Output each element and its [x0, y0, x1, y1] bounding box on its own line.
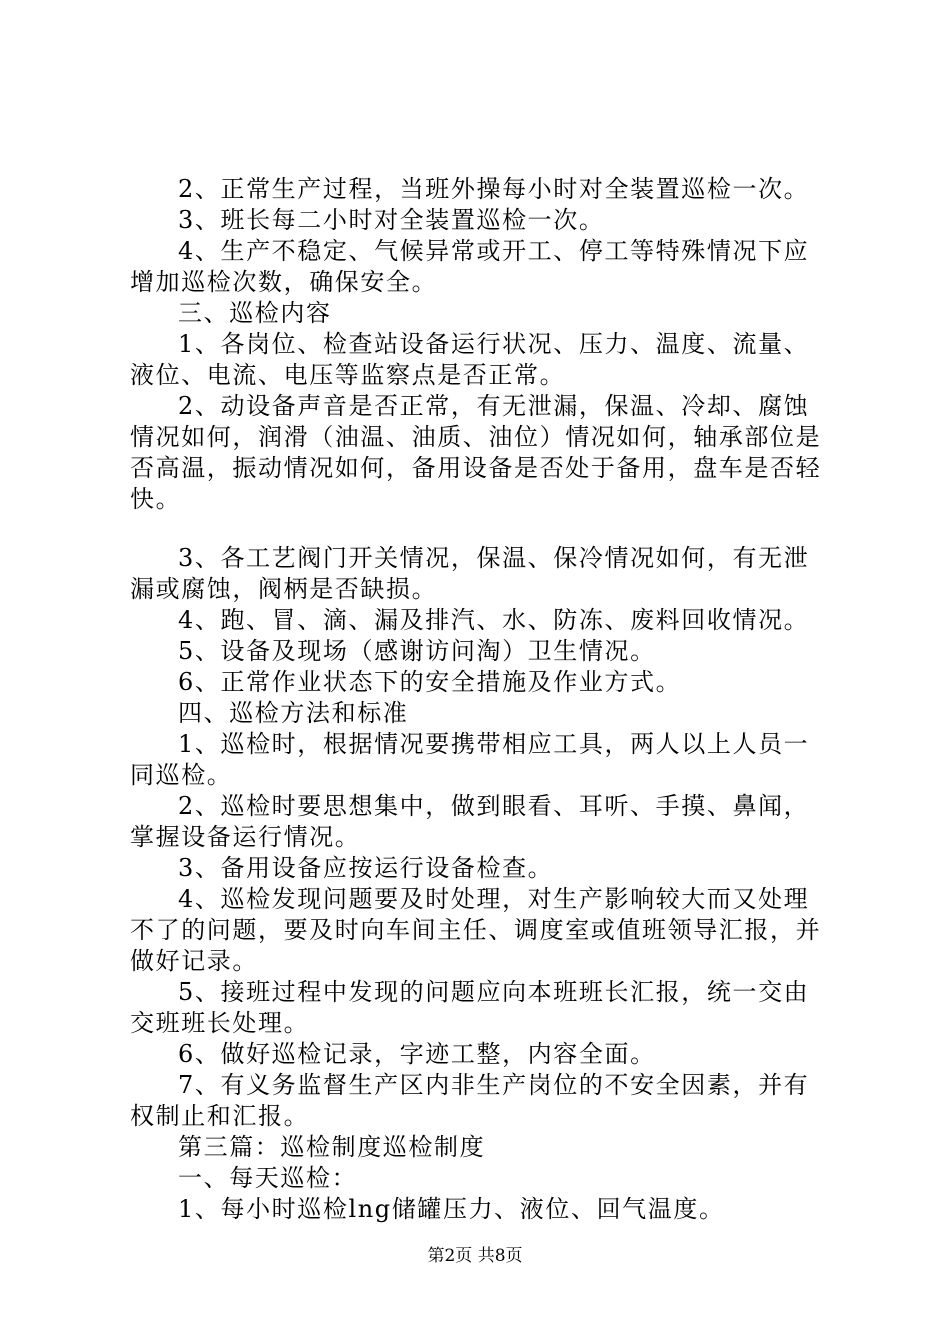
paragraph-2: 3、班长每二小时对全装置巡检一次。	[178, 206, 605, 234]
page-number-footer: 第2页 共8页	[427, 1246, 523, 1266]
paragraph-16: 5、接班过程中发现的问题应向本班班长汇报，统一交由交班班长处理。	[130, 978, 810, 1037]
paragraph-12: 1、巡检时，根据情况要携带相应工具，两人以上人员一同巡检。	[130, 730, 810, 789]
paragraph-14: 3、备用设备应按运行设备检查。	[178, 854, 554, 882]
paragraph-8: 4、跑、冒、滴、漏及排汽、水、防冻、废料回收情况。	[178, 606, 810, 634]
paragraph-18: 7、有义务监督生产区内非生产岗位的不安全因素，并有权制止和汇报。	[130, 1071, 810, 1130]
paragraph-13: 2、巡检时要思想集中，做到眼看、耳听、手摸、鼻闻，掌握设备运行情况。	[130, 792, 810, 851]
document-body	[130, 174, 830, 1225]
paragraph-15: 4、巡检发现问题要及时处理，对生产影响较大而又处理不了的问题，要及时向车间主任、调度室或值班领导汇报，并做好记录。	[130, 885, 822, 975]
paragraph-1: 2、正常生产过程，当班外操每小时对全装置巡检一次。	[178, 175, 810, 203]
chapter-heading-part-three: 第三篇：巡检制度巡检制度	[178, 1133, 486, 1161]
section-heading-daily-inspection: 一、每天巡检：	[178, 1164, 358, 1192]
section-heading-inspection-methods: 四、巡检方法和标准	[178, 699, 409, 727]
paragraph-5: 1、各岗位、检查站设备运行状况、压力、温度、流量、液位、电流、电压等监察点是否正常。	[130, 330, 810, 389]
paragraph-9: 5、设备及现场（感谢访问淘）卫生情况。	[178, 637, 656, 665]
paragraph-17: 6、做好巡检记录，字迹工整，内容全面。	[178, 1040, 656, 1068]
paragraph-10: 6、正常作业状态下的安全措施及作业方式。	[178, 668, 682, 696]
section-heading-inspection-content: 三、巡检内容	[178, 299, 332, 327]
paragraph-7: 3、各工艺阀门开关情况，保温、保冷情况如何，有无泄漏或腐蚀，阀柄是否缺损。	[130, 544, 810, 603]
paragraph-6: 2、动设备声音是否正常，有无泄漏，保温、冷却、腐蚀情况如何，润滑（油温、油质、油位）情况如何，轴承部位是否高温，振动情况如何，备用设备是否处于备用，盘车是否轻快。	[130, 392, 822, 513]
paragraph-21: 1、每小时巡检lng储罐压力、液位、回气温度。	[178, 1195, 725, 1223]
paragraph-3: 4、生产不稳定、气候异常或开工、停工等特殊情况下应增加巡检次数，确保安全。	[130, 237, 810, 296]
